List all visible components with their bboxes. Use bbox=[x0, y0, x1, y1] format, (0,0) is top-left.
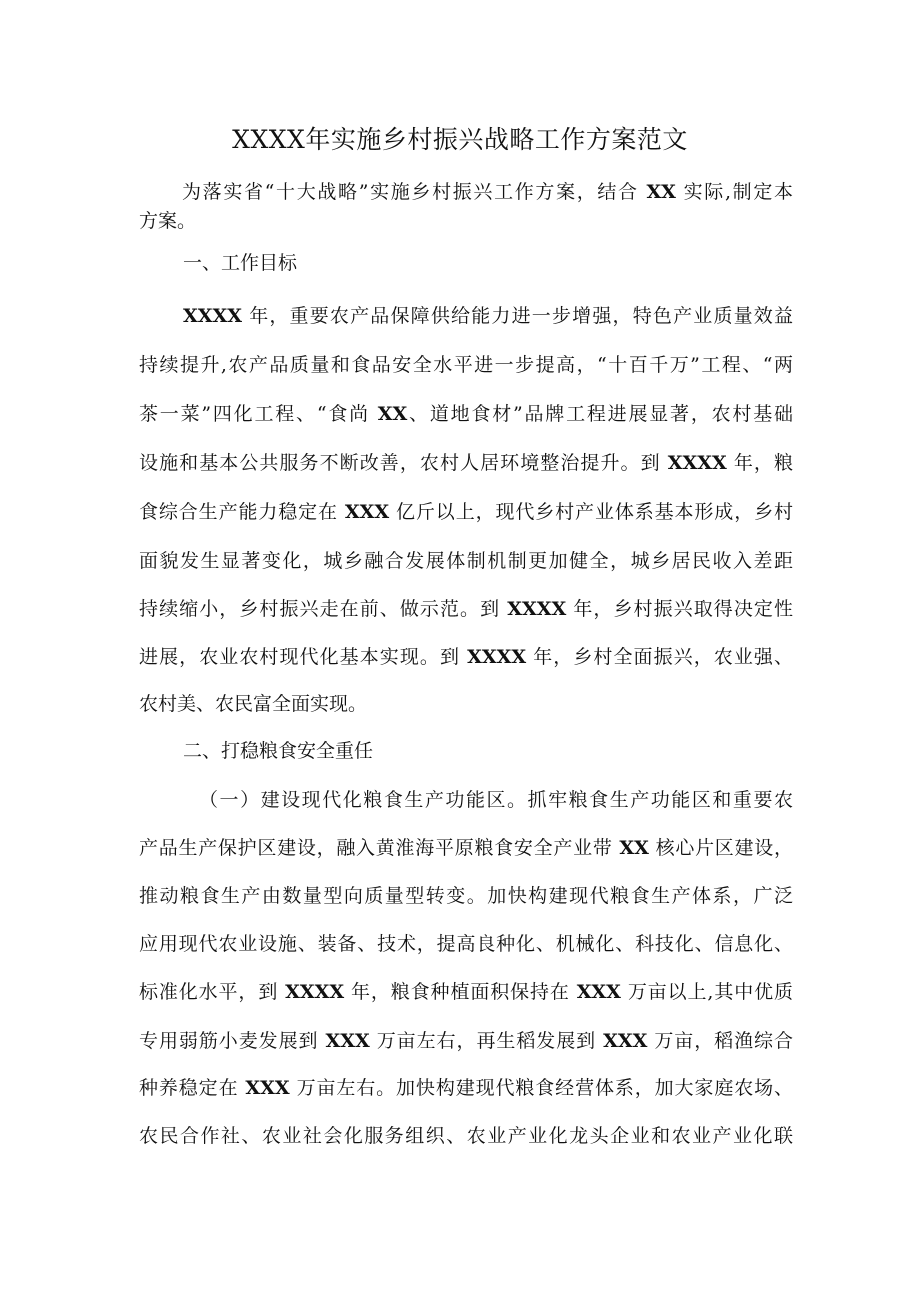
paragraph-line: 持续缩小，乡村振兴走在前、做示范。到 XXXX 年，乡村振兴取得决定性 bbox=[139, 598, 794, 620]
paragraph-line: XXXX 年，重要农产品保障供给能力进一步增强，特色产业质量效益 bbox=[183, 305, 793, 327]
paragraph-line: 持续提升,农产品质量和食品安全水平进一步提高，“十百千万”工程、“两 bbox=[139, 354, 793, 376]
placeholder-text: XXXX bbox=[467, 646, 527, 668]
paragraph-line: 进展，农业农村现代化基本实现。到 XXXX 年，乡村全面振兴，农业强、 bbox=[139, 646, 793, 668]
paragraph-line: 食综合生产能力稳定在 XXX 亿斤以上，现代乡村产业体系基本形成，乡村 bbox=[139, 501, 793, 523]
intro-line: 方案。 bbox=[139, 210, 197, 232]
paragraph-line: （一）建设现代化粮食生产功能区。抓牢粮食生产功能区和重要农 bbox=[199, 789, 793, 811]
placeholder-text: XXXX bbox=[183, 305, 242, 327]
paragraph-line: 应用现代农业设施、装备、技术，提高良种化、机械化、科技化、信息化、 bbox=[139, 933, 793, 955]
paragraph-line: 茶一菜”四化工程、“食尚 XX、道地食材”品牌工程进展显著，农村基础 bbox=[139, 403, 794, 425]
placeholder-text: XX bbox=[619, 837, 649, 859]
paragraph-line: 推动粮食生产由数量型向质量型转变。加快构建现代粮食生产体系，广泛 bbox=[139, 885, 793, 907]
placeholder-text: XX bbox=[646, 181, 676, 203]
intro-line: 为落实省“十大战略”实施乡村振兴工作方案，结合 XX 实际,制定本 bbox=[182, 181, 793, 203]
placeholder-text: XXXX bbox=[667, 452, 727, 474]
paragraph-line: 标准化水平，到 XXXX 年，粮食种植面积保持在 XXX 万亩以上,其中优质 bbox=[139, 981, 793, 1003]
heading-work-goals: 一、工作目标 bbox=[183, 252, 298, 274]
placeholder-text: XXXX bbox=[285, 981, 345, 1003]
paragraph-line: 专用弱筋小麦发展到 XXX 万亩左右，再生稻发展到 XXX 万亩，稻渔综合 bbox=[139, 1030, 793, 1052]
heading-grain-security: 二、打稳粮食安全重任 bbox=[183, 740, 374, 762]
placeholder-text: XXX bbox=[576, 981, 621, 1003]
placeholder-text: XXX bbox=[603, 1030, 648, 1052]
paragraph-line: 产品生产保护区建设，融入黄淮海平原粮食安全产业带 XX 核心片区建设， bbox=[139, 837, 793, 859]
paragraph-line: 农村美、农民富全面实现。 bbox=[139, 693, 368, 715]
paragraph-line: 设施和基本公共服务不断改善，农村人居环境整治提升。到 XXXX 年，粮 bbox=[139, 452, 793, 474]
placeholder-text: XXXX bbox=[507, 598, 567, 620]
paragraph-line: 面貌发生显著变化，城乡融合发展体制机制更加健全，城乡居民收入差距 bbox=[139, 550, 793, 572]
placeholder-text: XXX bbox=[325, 1030, 370, 1052]
placeholder-text: XX bbox=[377, 403, 408, 425]
paragraph-line: 种养稳定在 XXX 万亩左右。加快构建现代粮食经营体系，加大家庭农场、 bbox=[139, 1077, 793, 1099]
placeholder-text: XXX bbox=[245, 1077, 290, 1099]
paragraph-line: 农民合作社、农业社会化服务组织、农业产业化龙头企业和农业产业化联 bbox=[139, 1125, 793, 1147]
document-title: XXXX年实施乡村振兴战略工作方案范文 bbox=[232, 125, 688, 154]
placeholder-text: XXX bbox=[344, 501, 390, 523]
